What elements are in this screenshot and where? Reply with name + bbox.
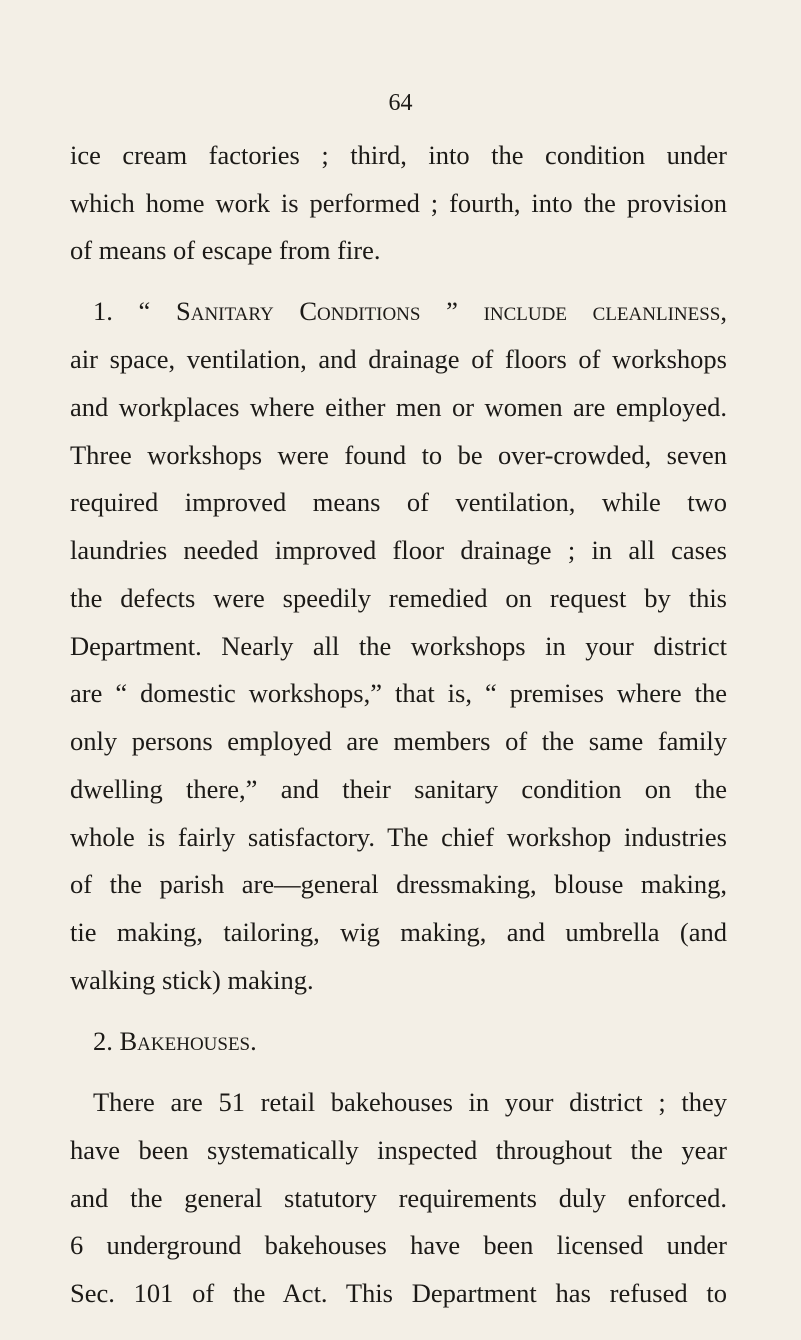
text-line: have been systematically inspected throughout the year (70, 1134, 727, 1165)
text-line: of the parish are—general dressmaking, blouse making, (70, 869, 727, 900)
section-heading-sanitary-conditions: 1. “ Sanitary Conditions ” include cleanliness, (93, 296, 727, 327)
text-line: tie making, tailoring, wig making, and umbrella (and (70, 917, 727, 948)
text-line: Three workshops were found to be over-crowded, seven (70, 439, 727, 470)
text-line: whole is fairly satisfactory. The chief workshop industries (70, 821, 727, 852)
text-line: There are 51 retail bakehouses in your district ; they (93, 1087, 727, 1118)
text-line: walking stick) making. (70, 964, 314, 995)
text-line: air space, ventilation, and drainage of floors of workshops (70, 344, 727, 375)
text-line: the defects were speedily remedied on request by this (70, 582, 727, 613)
text-line: 6 underground bakehouses have been licensed under (70, 1230, 727, 1261)
text-line: Sec. 101 of the Act. This Department has refused to (70, 1278, 727, 1309)
text-line: of means of escape from fire. (70, 235, 381, 266)
text-line: laundries needed improved floor drainage ; in all cases (70, 535, 727, 566)
text-line: and workplaces where either men or women are employed. (70, 391, 727, 422)
text-line: which home work is performed ; fourth, into the provision (70, 187, 727, 218)
text-line: only persons employed are members of the same family (70, 726, 727, 757)
text-line: are “ domestic workshops,” that is, “ premises where the (70, 678, 727, 709)
page-number: 64 (388, 90, 413, 116)
text-line: ice cream factories ; third, into the condition under (70, 139, 727, 170)
section-heading-bakehouses: 2. Bakehouses. (93, 1025, 257, 1056)
text-line: and the general statutory requirements duly enforced. (70, 1182, 727, 1213)
text-line: required improved means of ventilation, while two (70, 487, 727, 518)
text-line: dwelling there,” and their sanitary condition on the (70, 773, 727, 804)
text-line: Department. Nearly all the workshops in your district (70, 630, 727, 661)
